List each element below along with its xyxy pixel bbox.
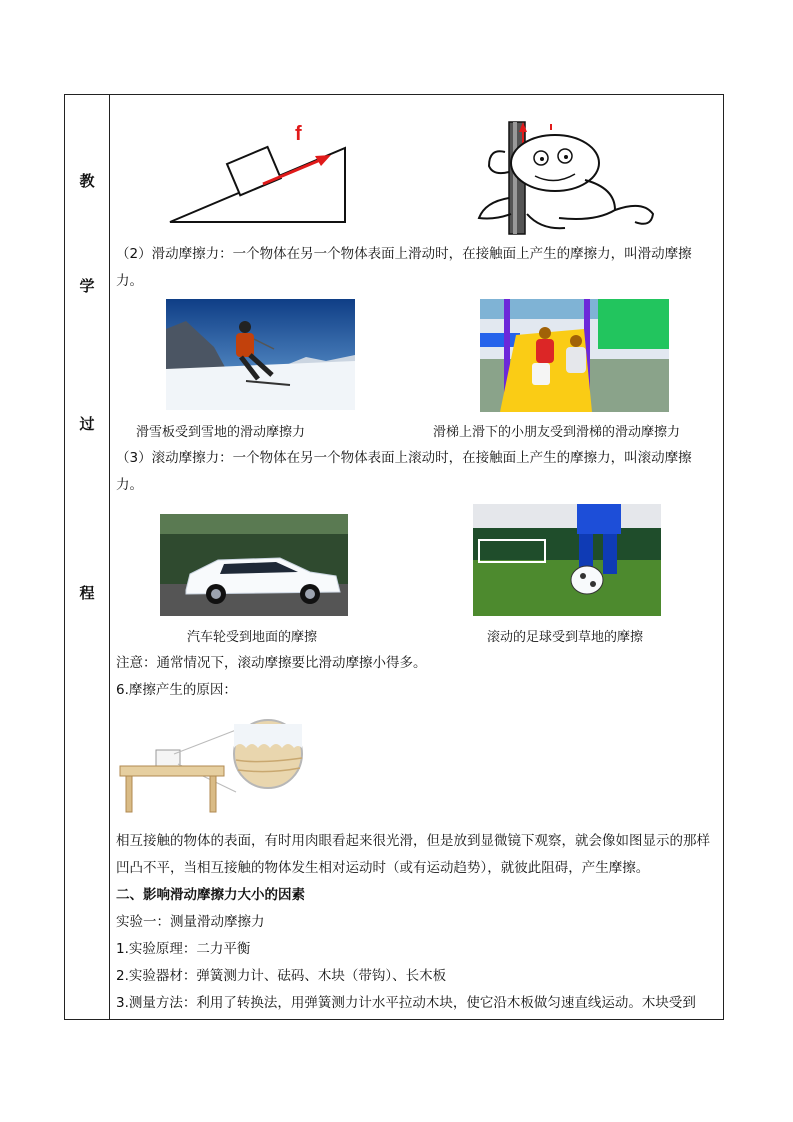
caption-slide: 滑梯上滑下的小朋友受到滑梯的滑动摩擦力: [433, 425, 681, 440]
skier-photo: [166, 299, 355, 410]
monkey-pole-figure: [475, 118, 665, 236]
principle-line: 1.实验原理：二力平衡: [116, 941, 251, 957]
car-photo: [160, 514, 348, 616]
soccer-photo: [473, 504, 661, 616]
friction-label: f: [295, 123, 302, 145]
slide-photo: [480, 299, 669, 412]
cause-explanation: 相互接触的物体的表面，有时用肉眼看起来很光滑，但是放到显微镜下观察，就会像如图显示的那样凹凸不平，当相互接触的物体发生相对运动时（或有运动趋势），就彼此阻碍，产生摩擦。: [116, 833, 710, 876]
column-divider: [109, 94, 110, 1020]
rolling-note: 注意：通常情况下，滚动摩擦要比滑动摩擦小得多。: [116, 655, 427, 671]
method-line: 3.测量方法：利用了转换法，用弹簧测力计水平拉动木块，使它沿木板做匀速直线运动。木块受到: [116, 995, 696, 1011]
sidebar-char-4: 程: [79, 584, 95, 602]
incline-block-figure: [165, 118, 355, 228]
sidebar-char-2: 学: [79, 277, 95, 295]
sliding-friction-definition: （2）滑动摩擦力：一个物体在另一个物体表面上滑动时，在接触面上产生的摩擦力，叫滑动摩擦力。: [116, 246, 692, 289]
sidebar-char-1: 教: [79, 172, 95, 190]
microscope-surface-figure: [118, 716, 308, 816]
equipment-line: 2.实验器材：弹簧测力计、砝码、木块（带钩）、长木板: [116, 968, 447, 984]
section-two-heading: 二、影响滑动摩擦力大小的因素: [116, 887, 305, 903]
caption-ball: 滚动的足球受到草地的摩擦: [487, 630, 644, 645]
cause-heading: 6.摩擦产生的原因：: [116, 682, 237, 698]
experiment-one: 实验一：测量滑动摩擦力: [116, 914, 265, 930]
rolling-friction-definition: （3）滚动摩擦力：一个物体在另一个物体表面上滚动时，在接触面上产生的摩擦力，叫滚动摩擦力。: [116, 450, 692, 493]
sidebar-char-3: 过: [79, 415, 95, 433]
caption-car: 汽车轮受到地面的摩擦: [187, 630, 318, 645]
caption-ski: 滑雪板受到雪地的滑动摩擦力: [136, 425, 306, 440]
